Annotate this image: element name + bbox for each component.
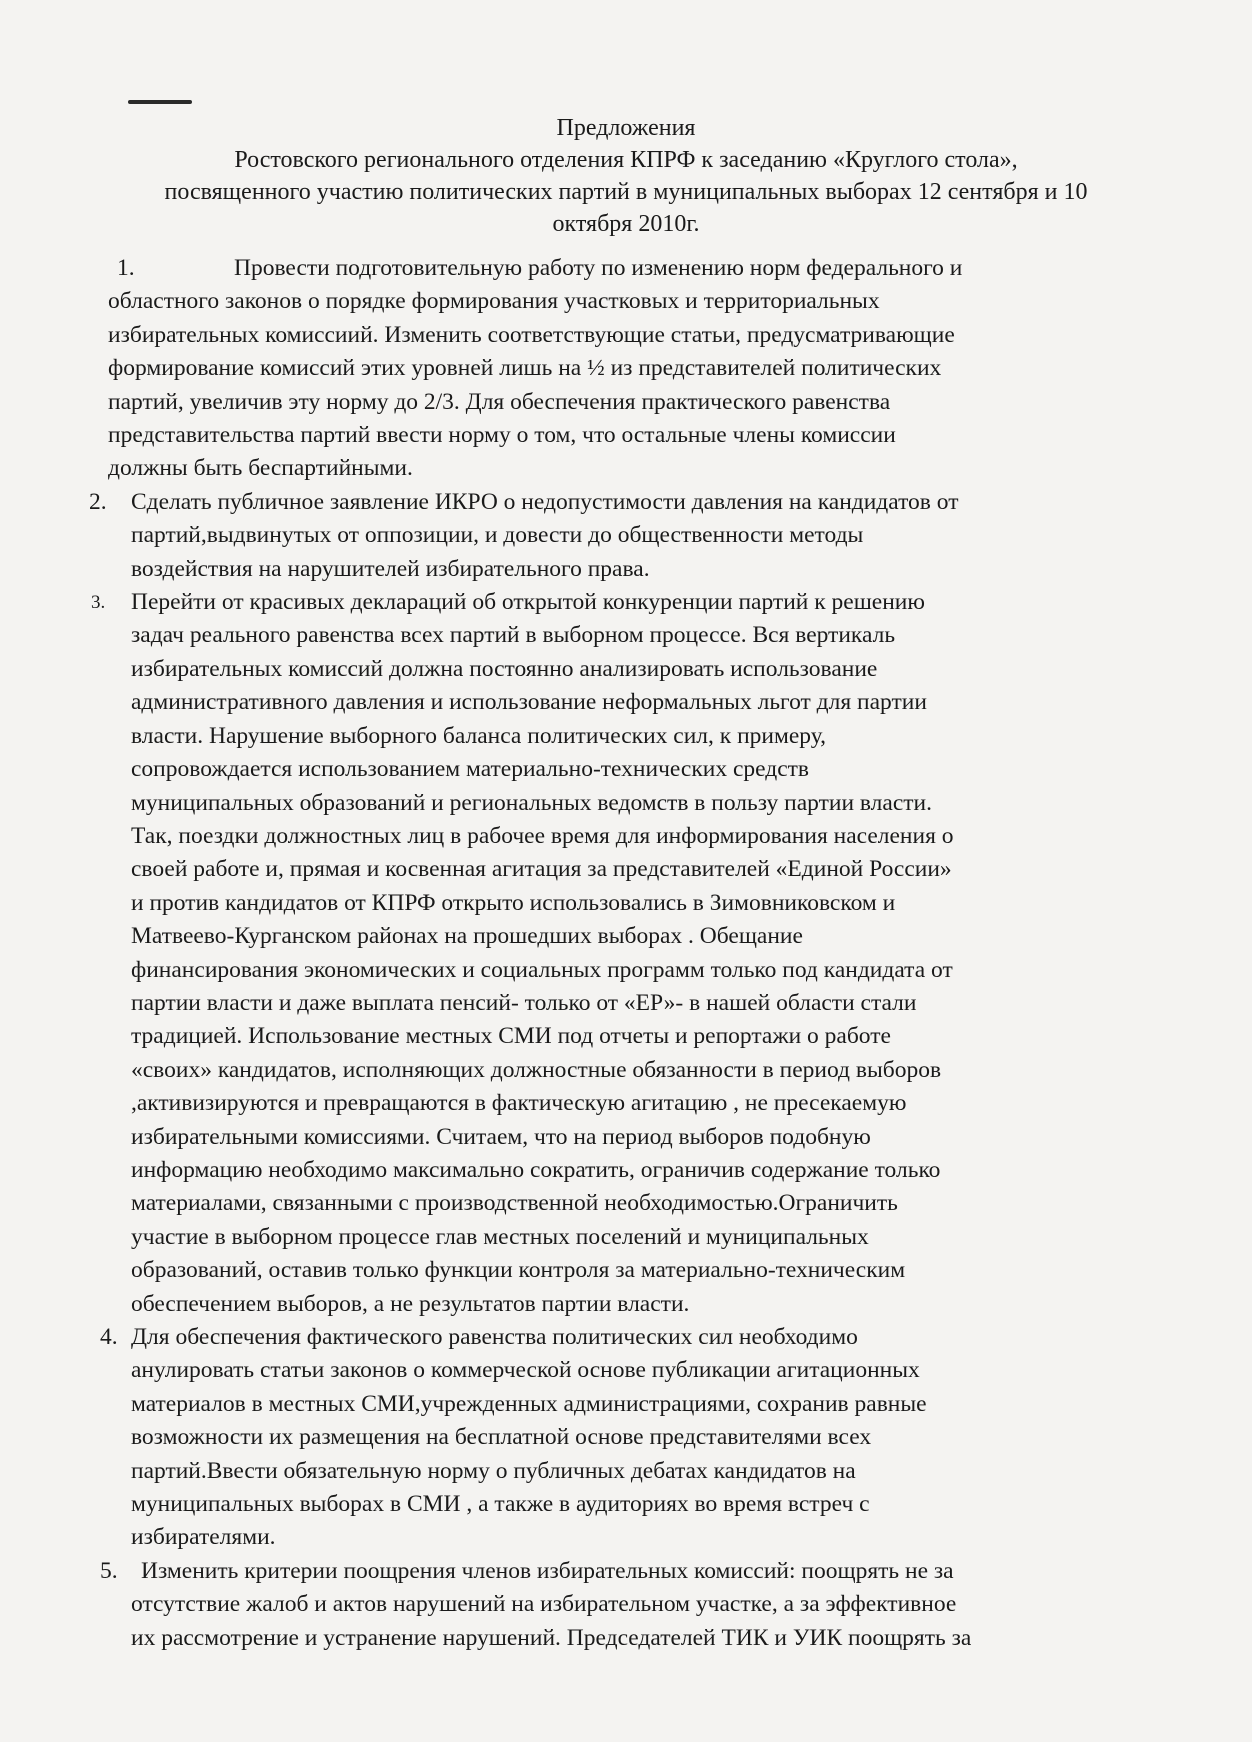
text-line: обеспечением выборов, а не результатов партии власти.: [131, 1290, 690, 1317]
text-line: сопровождается использованием материально-технических средств: [131, 756, 810, 783]
item-number: 2.: [89, 488, 107, 515]
text-line: формирование комиссий этих уровней лишь на ½ из представителей политических: [108, 355, 942, 382]
item-text: [131, 586, 1252, 1321]
text-line: областного законов о порядке формирования участковых и территориальных: [108, 288, 880, 315]
text-line: представительства партий ввести норму о том, что остальные члены комиссии: [108, 422, 896, 449]
proposal-item-5: [0, 1555, 1252, 1655]
text-line: Матвеево-Курганском районах на прошедших выборах . Обещание: [131, 923, 803, 950]
text-line: их рассмотрение и устранение нарушений. Председателей ТИК и УИК поощрять за: [131, 1624, 972, 1651]
text-line: административного давления и использование неформальных льгот для партии: [131, 689, 927, 716]
header-line-3: посвященного участию политических партий в муниципальных выборах 12 сентября и 10: [164, 179, 1088, 205]
proposal-item-2: [0, 486, 1252, 586]
text-line: Для обеспечения фактического равенства политических сил необходимо: [131, 1324, 858, 1350]
text-line: избирательных комиссиий. Изменить соответствующие статьи, предусматривающие: [108, 321, 955, 348]
header-line-4: октября 2010г.: [552, 211, 700, 237]
item-number: 1.: [117, 255, 135, 281]
item-text: [108, 252, 1252, 486]
text-line: образований, оставив только функции контроля за материально-техническим: [131, 1257, 906, 1284]
text-line: партий, увеличив эту норму до 2/3. Для обеспечения практического равенства: [108, 388, 891, 415]
text-line: избирателями.: [131, 1524, 276, 1551]
text-line: партий.Ввести обязательную норму о публичных дебатах кандидатов на: [131, 1457, 856, 1484]
text-line: отсутствие жалоб и актов нарушений на избирательном участке, а за эффективное: [131, 1591, 957, 1618]
proposal-item-4: [0, 1321, 1252, 1555]
text-line: Так, поездки должностных лиц в рабочее время для информирования населения о: [131, 822, 954, 849]
item-text: [131, 486, 1252, 586]
item-text: [131, 1321, 1252, 1555]
text-line: финансирования экономических и социальных программ только под кандидата от: [131, 956, 953, 983]
text-line: Сделать публичное заявление ИКРО о недопустимости давления на кандидатов от: [131, 488, 959, 515]
text-line: традицией. Использование местных СМИ под отчеты и репортажи о работе: [131, 1023, 891, 1050]
item-text: [131, 1555, 1252, 1655]
text-line: Провести подготовительную работу по изменению норм федерального и: [234, 255, 963, 281]
text-line: «своих» кандидатов, исполняющих должностные обязанности в период выборов: [131, 1056, 942, 1083]
text-line: воздействия на нарушителей избирательного права.: [131, 555, 650, 582]
header-line-2: Ростовского регионального отделения КПРФ к заседанию «Круглого стола»,: [234, 147, 1018, 173]
text-line: муниципальных образований и региональных ведомств в пользу партии власти.: [131, 789, 932, 816]
text-line: и против кандидатов от КПРФ открыто использовались в Зимовниковском и: [131, 889, 896, 916]
proposal-item-3: [0, 586, 1252, 1321]
text-line: задач реального равенства всех партий в выборном процессе. Вся вертикаль: [131, 622, 896, 649]
text-line: ,активизируются и превращаются в фактическую агитацию , не пресекаемую: [131, 1090, 907, 1117]
proposal-list: [0, 252, 1252, 1655]
text-line: партии власти и даже выплата пенсий- только от «ЕР»- в нашей области стали: [131, 989, 917, 1016]
document-title: Предложения: [556, 115, 696, 141]
text-line: Перейти от красивых деклараций об открытой конкуренции партий к решению: [131, 589, 925, 616]
pen-mark: [128, 100, 192, 104]
text-line: муниципальных выборах в СМИ , а также в аудиториях во время встреч с: [131, 1491, 870, 1518]
document-header: [40, 112, 1212, 240]
item-number: 5.: [100, 1557, 118, 1584]
text-line: возможности их размещения на бесплатной основе представителями всех: [131, 1424, 872, 1451]
text-line: избирательных комиссий должна постоянно анализировать использование: [131, 655, 878, 682]
text-line: информацию необходимо максимально сократить, ограничив содержание только: [131, 1156, 941, 1183]
proposal-item-1: [0, 252, 1252, 486]
text-line: избирательными комиссиями. Считаем, что на период выборов подобную: [131, 1123, 871, 1150]
text-line: материалов в местных СМИ,учрежденных администрациями, сохранив равные: [131, 1390, 927, 1417]
text-line: материалами, связанными с производственной необходимостью.Ограничить: [131, 1190, 898, 1217]
item-number: 4.: [100, 1324, 118, 1350]
text-line: своей работе и, прямая и косвенная агитация за представителей «Единой России»: [131, 856, 952, 883]
text-line: анулировать статьи законов о коммерческой основе публикации агитационных: [131, 1357, 920, 1384]
text-line: должны быть беспартийными.: [108, 455, 413, 482]
text-line: участие в выборном процессе глав местных поселений и муниципальных: [131, 1223, 869, 1250]
text-line: партий,выдвинутых от оппозиции, и довести до общественности методы: [131, 522, 864, 549]
item-number: 3.: [91, 592, 106, 614]
text-line: власти. Нарушение выборного баланса политических сил, к примеру,: [131, 722, 826, 749]
text-line: Изменить критерии поощрения членов избирательных комиссий: поощрять не за: [141, 1557, 954, 1584]
